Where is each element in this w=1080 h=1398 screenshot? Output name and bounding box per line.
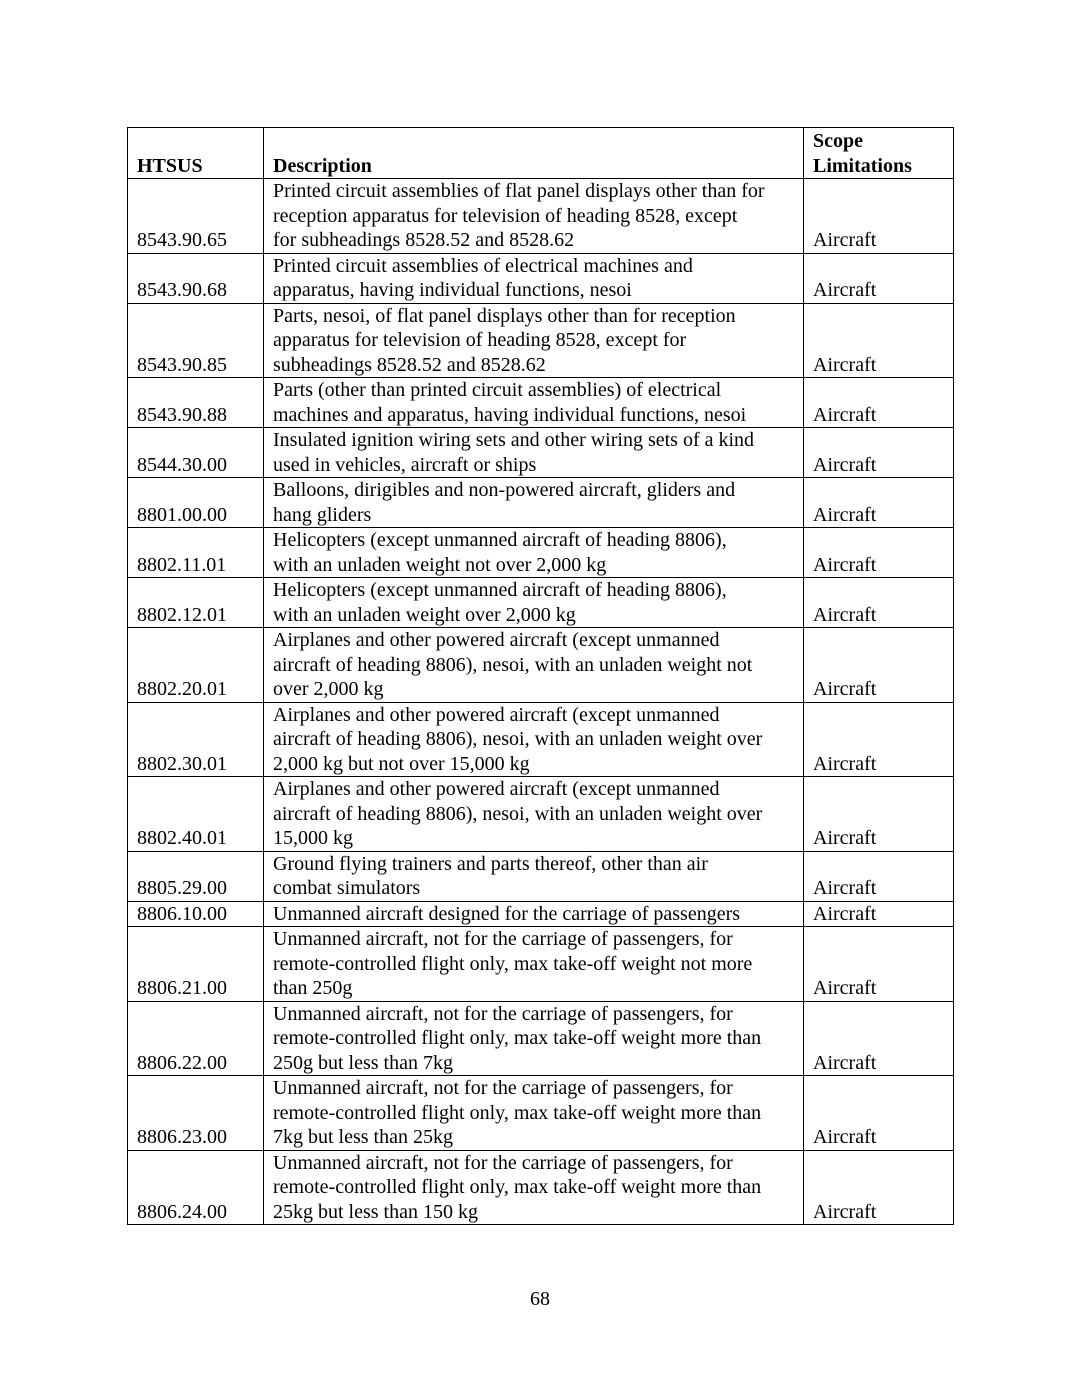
htsus-code-cell: 8806.22.00 <box>128 1001 264 1076</box>
description-line: than 250g <box>273 977 353 999</box>
scope-limitation-cell: Aircraft <box>804 901 954 927</box>
description-line: 15,000 kg <box>273 827 353 849</box>
htsus-code-cell: 8544.30.00 <box>128 428 264 478</box>
description-line: Insulated ignition wiring sets and other wiring sets of a kind <box>273 429 755 451</box>
htsus-code-cell: 8543.90.68 <box>128 253 264 303</box>
scope-limitation-cell: Aircraft <box>804 1001 954 1076</box>
description-line: apparatus, having individual functions, nesoi <box>273 279 632 301</box>
description-line: apparatus for television of heading 8528, except for <box>273 329 687 351</box>
description-cell <box>264 702 804 777</box>
description-line: remote-controlled flight only, max take-off weight more than <box>273 1101 762 1124</box>
htsus-code-cell: 8802.12.01 <box>128 578 264 628</box>
htsus-code-cell: 8802.30.01 <box>128 702 264 777</box>
description-header: Description <box>264 128 804 179</box>
table-row <box>128 179 954 254</box>
description-cell <box>264 851 804 901</box>
htsus-code-cell: 8543.90.85 <box>128 303 264 378</box>
description-cell <box>264 253 804 303</box>
description-cell <box>264 1150 804 1225</box>
htsus-code-cell: 8802.11.01 <box>128 528 264 578</box>
table-row <box>128 702 954 777</box>
htsus-code-cell: 8802.40.01 <box>128 777 264 852</box>
htsus-code-cell: 8801.00.00 <box>128 478 264 528</box>
scope-limitation-cell: Aircraft <box>804 179 954 254</box>
scope-limitation-cell: Aircraft <box>804 428 954 478</box>
description-line: combat simulators <box>273 877 421 899</box>
htsus-code-cell: 8806.21.00 <box>128 927 264 1002</box>
table-row <box>128 578 954 628</box>
table-body <box>128 179 954 1225</box>
description-line: 250g but less than 7kg <box>273 1051 453 1074</box>
description-cell <box>264 578 804 628</box>
table-row <box>128 927 954 1002</box>
description-line: Printed circuit assemblies of flat panel displays other than for <box>273 180 765 202</box>
description-line: for subheadings 8528.52 and 8528.62 <box>273 229 575 251</box>
description-line: with an unladen weight over 2,000 kg <box>273 603 576 626</box>
page-number: 68 <box>530 1288 550 1310</box>
scope-limitation-cell: Aircraft <box>804 1076 954 1151</box>
description-line: Printed circuit assemblies of electrical machines and <box>273 254 693 277</box>
table-row <box>128 428 954 478</box>
description-line: over 2,000 kg <box>273 678 384 700</box>
description-line: Unmanned aircraft designed for the carriage of passengers <box>273 902 741 925</box>
description-line: with an unladen weight not over 2,000 kg <box>273 553 607 576</box>
table-row <box>128 851 954 901</box>
scope-limitations-header <box>804 128 954 179</box>
description-cell <box>264 1076 804 1151</box>
description-line: Helicopters (except unmanned aircraft of heading 8806), <box>273 529 727 551</box>
description-line: Airplanes and other powered aircraft (except unmanned <box>273 629 720 651</box>
htsus-code-cell: 8543.90.88 <box>128 378 264 428</box>
description-cell <box>264 628 804 703</box>
table-row <box>128 303 954 378</box>
scope-limitation-cell: Aircraft <box>804 303 954 378</box>
description-cell <box>264 1001 804 1076</box>
scope-limitation-cell: Aircraft <box>804 378 954 428</box>
scope-limitation-cell: Aircraft <box>804 253 954 303</box>
table-row <box>128 1150 954 1225</box>
description-line: Balloons, dirigibles and non-powered aircraft, gliders and <box>273 479 736 501</box>
htsus-code-cell: 8805.29.00 <box>128 851 264 901</box>
htsus-code-cell: 8802.20.01 <box>128 628 264 703</box>
description-line: 25kg but less than 150 kg <box>273 1200 478 1223</box>
scope-limitation-cell: Aircraft <box>804 702 954 777</box>
description-line: aircraft of heading 8806), nesoi, with an unladen weight over <box>273 728 763 750</box>
htsus-header: HTSUS <box>128 128 264 179</box>
scope-limitation-cell: Aircraft <box>804 578 954 628</box>
table-row <box>128 901 954 927</box>
scope-limitation-cell: Aircraft <box>804 777 954 852</box>
scope-limitation-cell: Aircraft <box>804 927 954 1002</box>
description-line: Helicopters (except unmanned aircraft of heading 8806), <box>273 579 727 601</box>
description-cell <box>264 901 804 927</box>
description-line: Parts, nesoi, of flat panel displays other than for reception <box>273 304 736 327</box>
scope-limitation-cell: Aircraft <box>804 478 954 528</box>
description-line: hang gliders <box>273 503 372 526</box>
scope-header-line1: Scope <box>813 130 863 152</box>
scope-header-line2: Limitations <box>813 154 912 177</box>
table-row <box>128 253 954 303</box>
htsus-code-cell: 8806.23.00 <box>128 1076 264 1151</box>
description-cell <box>264 179 804 254</box>
htsus-code-cell: 8806.10.00 <box>128 901 264 927</box>
description-line: Ground flying trainers and parts thereof, other than air <box>273 852 708 875</box>
table-row <box>128 528 954 578</box>
description-cell <box>264 777 804 852</box>
scope-limitation-cell: Aircraft <box>804 1150 954 1225</box>
table-row <box>128 378 954 428</box>
htsus-code-cell: 8543.90.65 <box>128 179 264 254</box>
description-cell <box>264 303 804 378</box>
htsus-table <box>127 127 954 1225</box>
description-line: machines and apparatus, having individual functions, nesoi <box>273 403 747 426</box>
scope-limitation-cell: Aircraft <box>804 628 954 703</box>
description-line: Unmanned aircraft, not for the carriage of passengers, for <box>273 1077 733 1099</box>
description-line: Airplanes and other powered aircraft (except unmanned <box>273 703 720 726</box>
description-line: subheadings 8528.52 and 8528.62 <box>273 353 546 376</box>
description-line: remote-controlled flight only, max take-off weight more than <box>273 1027 762 1049</box>
scope-limitation-cell: Aircraft <box>804 851 954 901</box>
table-row <box>128 1076 954 1151</box>
description-line: Parts (other than printed circuit assemblies) of electrical <box>273 379 722 401</box>
description-cell <box>264 528 804 578</box>
table-row <box>128 777 954 852</box>
description-line: remote-controlled flight only, max take-off weight more than <box>273 1176 762 1198</box>
description-line: remote-controlled flight only, max take-off weight not more <box>273 952 753 975</box>
description-cell <box>264 478 804 528</box>
htsus-code-cell: 8806.24.00 <box>128 1150 264 1225</box>
table-row <box>128 1001 954 1076</box>
description-line: 7kg but less than 25kg <box>273 1126 453 1148</box>
description-line: Unmanned aircraft, not for the carriage of passengers, for <box>273 1002 733 1025</box>
table-row <box>128 628 954 703</box>
table-header-row <box>128 128 954 179</box>
scope-limitation-cell: Aircraft <box>804 528 954 578</box>
description-line: reception apparatus for television of heading 8528, except <box>273 204 738 227</box>
description-line: aircraft of heading 8806), nesoi, with an unladen weight not <box>273 653 753 676</box>
description-cell <box>264 927 804 1002</box>
description-line: Unmanned aircraft, not for the carriage of passengers, for <box>273 1151 733 1174</box>
description-line: 2,000 kg but not over 15,000 kg <box>273 752 530 775</box>
description-line: aircraft of heading 8806), nesoi, with an unladen weight over <box>273 802 763 825</box>
description-cell <box>264 378 804 428</box>
description-line: Airplanes and other powered aircraft (except unmanned <box>273 778 720 800</box>
table-row <box>128 478 954 528</box>
description-cell <box>264 428 804 478</box>
description-line: used in vehicles, aircraft or ships <box>273 453 537 476</box>
description-line: Unmanned aircraft, not for the carriage of passengers, for <box>273 928 733 950</box>
